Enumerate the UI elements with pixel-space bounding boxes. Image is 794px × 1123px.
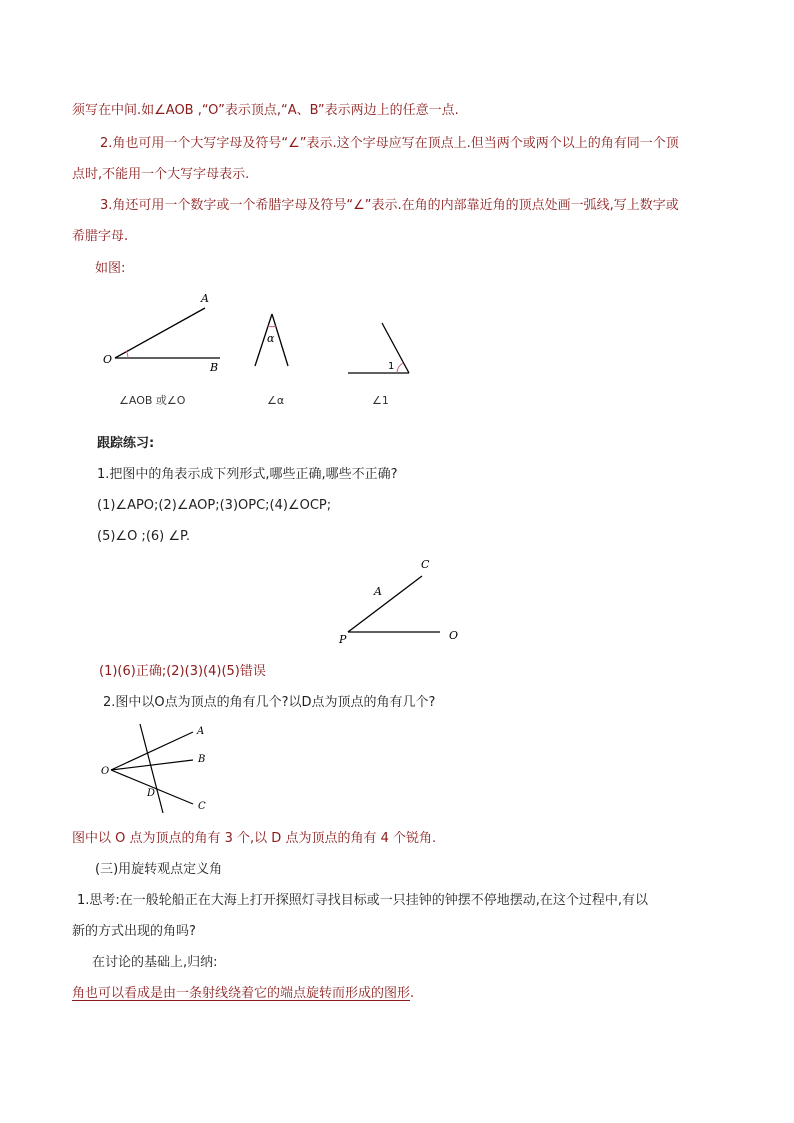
label-B: B xyxy=(210,361,219,374)
label-1: 1 xyxy=(388,361,395,372)
summary-underlined: 角也可以看成是由一条射线绕着它的端点旋转而形成的图形 xyxy=(72,986,411,1001)
think-line-2: 新的方式出现的角吗? xyxy=(72,924,196,939)
label-P: P xyxy=(339,633,347,646)
caption-angle-1: ∠1 xyxy=(372,394,389,407)
angle-arc-O xyxy=(126,351,128,358)
ray-OA xyxy=(115,308,205,358)
think-line-1: 1.思考:在一般轮船正在大海上打开探照灯寻找目标或一只挂钟的钟摆不停地摆动,在这个过程中,有以 xyxy=(77,893,649,908)
label-O: O xyxy=(103,353,113,366)
text-line-5: 希腊字母. xyxy=(72,229,129,244)
summary-statement xyxy=(72,985,414,1003)
practice-title: 跟踪练习: xyxy=(97,436,155,451)
angle-arc-alpha xyxy=(268,326,276,327)
text-line-2: 2.角也可用一个大写字母及符号“∠”表示.这个字母应写在顶点上.但当两个或两个以上的角有同一个顶 xyxy=(100,136,679,151)
text-line-4: 3.角还可用一个数字或一个希腊字母及符号“∠”表示.在角的内部靠近角的顶点处画一弧线,写上数字或 xyxy=(100,198,679,213)
figure-angle-notations xyxy=(95,288,425,418)
question-1-options-1: (1)∠APO;(2)∠AOP;(3)OPC;(4)∠OCP; xyxy=(97,498,332,513)
label-B: B xyxy=(198,754,206,765)
label-O: O xyxy=(101,766,110,777)
ray-OA xyxy=(111,732,193,770)
question-1: 1.把图中的角表示成下列形式,哪些正确,哪些不正确? xyxy=(97,467,398,482)
question-2: 2.图中以O点为顶点的角有几个?以D点为顶点的角有几个? xyxy=(103,695,436,710)
caption-angle-alpha: ∠α xyxy=(267,394,285,407)
figure-angle-P xyxy=(330,552,470,652)
answer-2: 图中以 O 点为顶点的角有 3 个,以 D 点为顶点的角有 4 个锐角. xyxy=(72,831,437,846)
ray-1-slanted xyxy=(382,323,409,373)
section-3-heading: (三)用旋转观点定义角 xyxy=(95,862,223,877)
label-A: A xyxy=(374,585,382,598)
answer-1: (1)(6)正确;(2)(3)(4)(5)错误 xyxy=(99,664,266,679)
label-D: D xyxy=(147,788,156,799)
ray-PC xyxy=(348,576,422,632)
label-C: C xyxy=(198,801,206,812)
figure-rays-O-D xyxy=(95,718,225,818)
label-C: C xyxy=(421,558,430,571)
summary-intro: 在讨论的基础上,归纳: xyxy=(92,955,218,970)
caption-angle-AOB: ∠AOB 或∠O xyxy=(119,394,186,407)
text-line-6: 如图: xyxy=(95,261,126,276)
text-line-1: 须写在中间.如∠AOB ,“O”表示顶点,“A、B”表示两边上的任意一点. xyxy=(72,103,459,118)
text-line-3: 点时,不能用一个大写字母表示. xyxy=(72,167,250,182)
question-1-options-2: (5)∠O ;(6) ∠P. xyxy=(97,529,190,544)
label-A: A xyxy=(201,292,209,305)
angle-arc-1 xyxy=(397,363,403,373)
summary-period: . xyxy=(410,986,415,1001)
label-A: A xyxy=(197,726,205,737)
label-alpha: α xyxy=(267,332,275,345)
transversal-line xyxy=(140,724,163,813)
label-O: O xyxy=(449,629,459,642)
